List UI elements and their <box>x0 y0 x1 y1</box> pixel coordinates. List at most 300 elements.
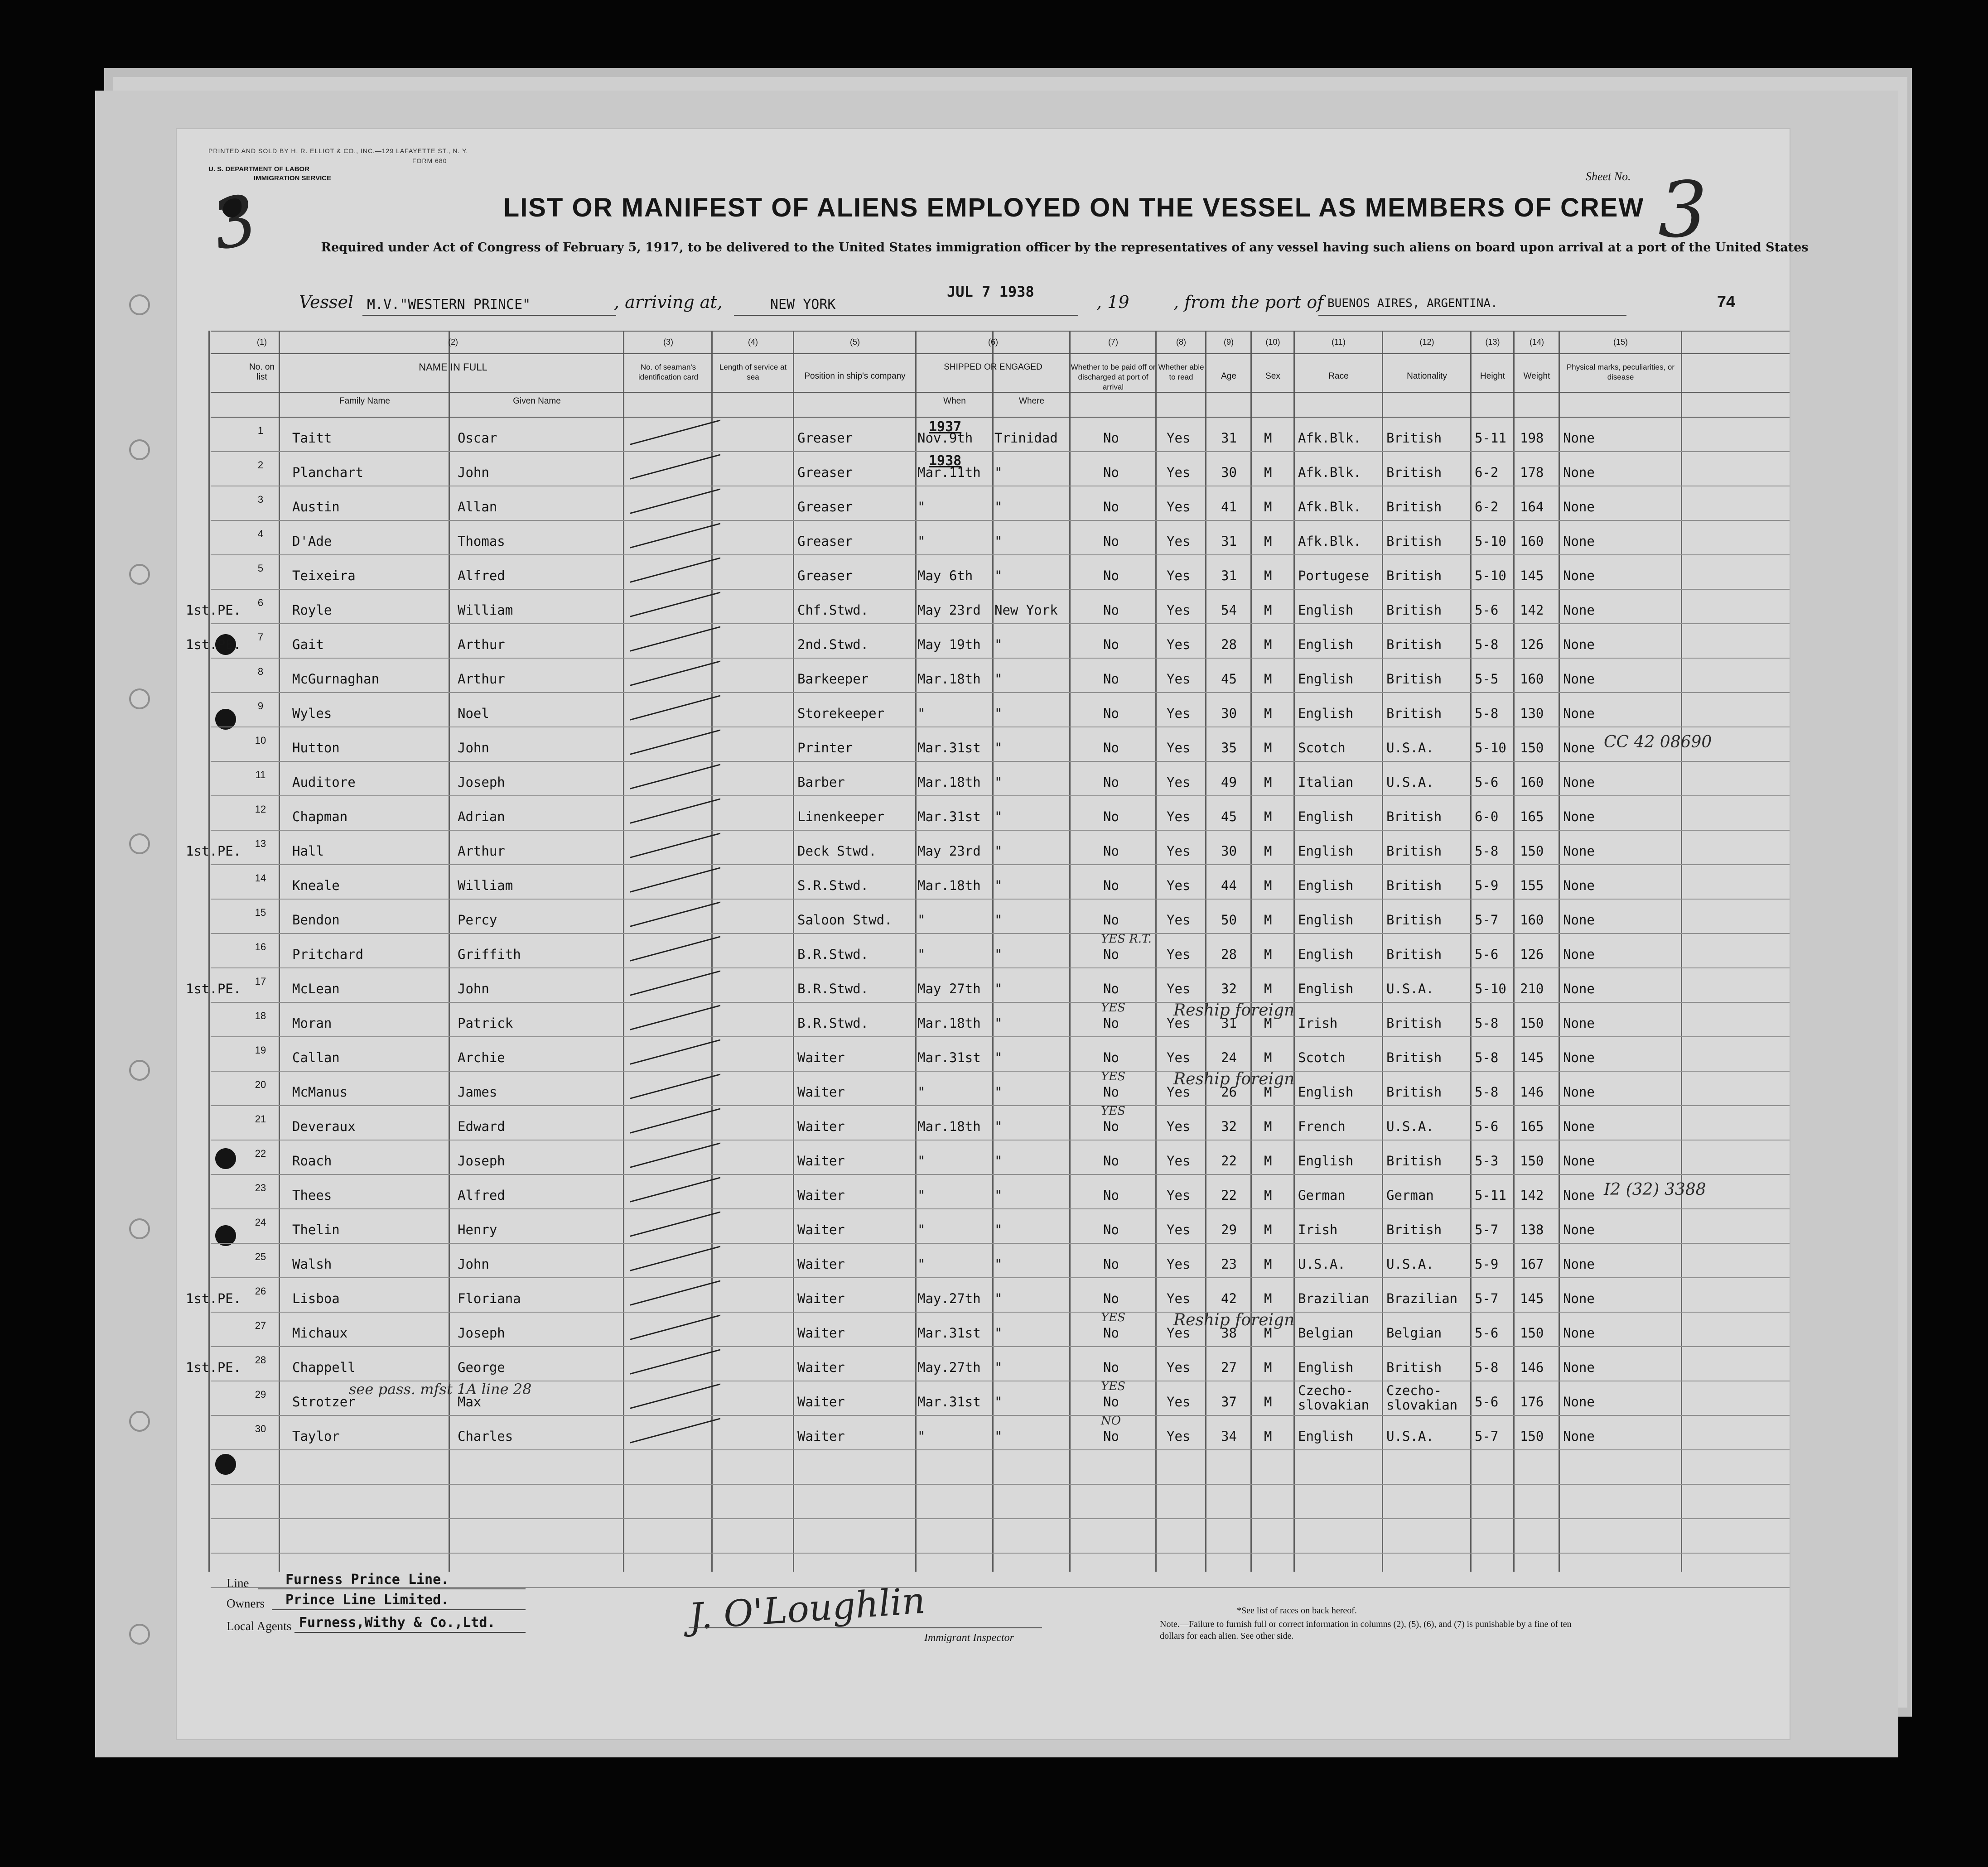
table-row <box>177 832 1790 866</box>
able-to-read: Yes <box>1167 947 1191 962</box>
family-name: Hall <box>292 843 324 859</box>
column-number: (6) <box>988 337 998 346</box>
row-number: 26 <box>255 1285 266 1297</box>
table-row <box>177 1311 1790 1348</box>
family-name: Thees <box>292 1188 332 1203</box>
paid-off: No <box>1103 1188 1119 1203</box>
shipped-when: " <box>917 499 926 515</box>
table-row <box>177 1070 1790 1107</box>
column-number: (15) <box>1613 337 1628 346</box>
position: Waiter <box>797 1222 845 1237</box>
weight: 165 <box>1520 809 1544 824</box>
given-name: John <box>458 740 489 755</box>
family-name: Deveraux <box>292 1119 356 1134</box>
binder-hole <box>129 688 150 709</box>
sex: M <box>1264 947 1272 962</box>
height: 5-6 <box>1475 602 1499 618</box>
given-name: Arthur <box>458 843 505 859</box>
position: Waiter <box>797 1325 845 1341</box>
given-name: Joseph <box>458 1153 505 1169</box>
given-name: Archie <box>458 1050 505 1065</box>
row-number: 17 <box>255 976 266 987</box>
physical-marks: None <box>1563 775 1595 790</box>
sex: M <box>1264 775 1272 790</box>
shipped-when: " <box>917 947 926 962</box>
weight: 178 <box>1520 465 1544 480</box>
race: English <box>1298 671 1354 687</box>
position: Waiter <box>797 1153 845 1169</box>
height: 5-6 <box>1475 1119 1499 1134</box>
shipped-when: " <box>917 1188 926 1203</box>
given-name: Patrick <box>458 1015 513 1031</box>
position: Linenkeeper <box>797 809 885 824</box>
able-to-read: Yes <box>1167 1153 1191 1169</box>
row-number: 10 <box>255 735 266 746</box>
height: 5-8 <box>1475 1050 1499 1065</box>
row-number: 21 <box>255 1113 266 1125</box>
physical-marks: None <box>1563 1153 1595 1169</box>
shipped-when: Mar.31st <box>917 1325 981 1341</box>
nationality: German <box>1386 1188 1434 1203</box>
physical-marks: None <box>1563 1394 1595 1410</box>
table-row <box>177 1279 1790 1314</box>
year-note-1937: 1937 <box>929 419 962 435</box>
position: Storekeeper <box>797 706 885 721</box>
age: 38 <box>1221 1325 1237 1341</box>
nationality: Czecho- slovakian <box>1386 1383 1458 1413</box>
able-to-read: Yes <box>1167 775 1191 790</box>
row-number: 20 <box>255 1079 266 1090</box>
shipped-where: " <box>994 1360 1003 1375</box>
height: 6-2 <box>1475 465 1499 480</box>
paid-off: No <box>1103 602 1119 618</box>
race: English <box>1298 981 1354 996</box>
weight: 160 <box>1520 671 1544 687</box>
col-head-race: Race <box>1328 371 1349 381</box>
able-to-read: Yes <box>1167 1015 1191 1031</box>
weight: 150 <box>1520 1153 1544 1169</box>
shipped-where: " <box>994 878 1003 893</box>
height: 5-9 <box>1475 1256 1499 1272</box>
paid-off: No <box>1103 706 1119 721</box>
row-number: 18 <box>255 1010 266 1021</box>
arrival-port: NEW YORK <box>770 297 836 313</box>
sex: M <box>1264 1050 1272 1065</box>
family-name: Wyles <box>292 706 332 721</box>
line-value: Furness Prince Line. <box>285 1572 449 1588</box>
able-to-read: Yes <box>1167 706 1191 721</box>
family-name: McGurnaghan <box>292 671 380 687</box>
col-head-nationality: Nationality <box>1407 371 1447 381</box>
sex: M <box>1264 740 1272 755</box>
position: Deck Stwd. <box>797 843 877 859</box>
col-head-height: Height <box>1480 371 1505 381</box>
weight: 160 <box>1520 775 1544 790</box>
paid-off: No <box>1103 878 1119 893</box>
column-number: (1) <box>257 337 267 346</box>
paid-off: No <box>1103 775 1119 790</box>
column-number: (13) <box>1485 337 1500 346</box>
nationality: British <box>1386 1222 1442 1237</box>
nationality: British <box>1386 912 1442 928</box>
from-label: , from the port of <box>1173 292 1324 312</box>
sex: M <box>1264 602 1272 618</box>
table-row <box>177 969 1790 1004</box>
nationality: U.S.A. <box>1386 1256 1434 1272</box>
race: English <box>1298 843 1354 859</box>
age: 32 <box>1221 981 1237 996</box>
paid-off: No <box>1103 981 1119 996</box>
shipped-when: May 27th <box>917 981 981 996</box>
weight: 150 <box>1520 740 1544 755</box>
physical-marks: None <box>1563 912 1595 928</box>
given-name: Henry <box>458 1222 497 1237</box>
height: 5-10 <box>1475 534 1506 549</box>
weight: 165 <box>1520 1119 1544 1134</box>
race: Irish <box>1298 1222 1338 1237</box>
race: English <box>1298 1084 1354 1100</box>
nationality: Belgian <box>1386 1325 1442 1341</box>
sex: M <box>1264 534 1272 549</box>
shipped-when: May 23rd <box>917 602 981 618</box>
able-to-read: Yes <box>1167 499 1191 515</box>
sex: M <box>1264 809 1272 824</box>
table-row <box>177 1001 1790 1038</box>
col-head-when: When <box>943 396 966 406</box>
age: 22 <box>1221 1153 1237 1169</box>
column-number: (11) <box>1332 337 1346 346</box>
given-name: Max <box>458 1394 482 1410</box>
shipped-where: " <box>994 740 1003 755</box>
paid-off: No <box>1103 1084 1119 1100</box>
shipped-where: " <box>994 809 1003 824</box>
paid-off: No <box>1103 1222 1119 1237</box>
col-head-physical: Physical marks, peculiarities, or disease <box>1566 363 1675 381</box>
sex: M <box>1264 430 1272 446</box>
family-name: Taitt <box>292 430 332 446</box>
sex: M <box>1264 706 1272 721</box>
position: Waiter <box>797 1084 845 1100</box>
race: English <box>1298 637 1354 652</box>
able-to-read: Yes <box>1167 1222 1191 1237</box>
table-row <box>177 1038 1790 1073</box>
age: 32 <box>1221 1119 1237 1134</box>
race: Portugese <box>1298 568 1370 583</box>
nationality: British <box>1386 1050 1442 1065</box>
weight: 150 <box>1520 1015 1544 1031</box>
height: 5-8 <box>1475 1084 1499 1100</box>
sex: M <box>1264 1015 1272 1031</box>
row-number: 2 <box>257 459 264 471</box>
able-to-read: Yes <box>1167 1119 1191 1134</box>
family-name: Hutton <box>292 740 340 755</box>
physical-marks: None <box>1563 430 1595 446</box>
shipped-where: " <box>994 465 1003 480</box>
shipped-where: " <box>994 1394 1003 1410</box>
year-note-1938: 1938 <box>929 453 962 469</box>
table-row <box>177 1382 1790 1417</box>
position: Waiter <box>797 1429 845 1444</box>
paid-off-correction: NO <box>1101 1414 1121 1428</box>
column-number: (10) <box>1265 337 1280 346</box>
physical-marks: None <box>1563 740 1595 755</box>
agents-value: Furness,Withy & Co.,Ltd. <box>299 1615 496 1631</box>
family-name: Chapman <box>292 809 348 824</box>
row-number: 3 <box>257 494 264 505</box>
table-row <box>177 1104 1790 1141</box>
race: Italian <box>1298 775 1354 790</box>
paid-off: No <box>1103 843 1119 859</box>
race: Czecho- slovakian <box>1298 1383 1370 1413</box>
race: French <box>1298 1119 1346 1134</box>
family-name: Roach <box>292 1153 332 1169</box>
shipped-when: Mar.31st <box>917 1050 981 1065</box>
position: B.R.Stwd. <box>797 981 869 996</box>
position: Greaser <box>797 568 853 583</box>
able-to-read: Yes <box>1167 534 1191 549</box>
age: 41 <box>1221 499 1237 515</box>
given-name: Griffith <box>458 947 521 962</box>
row-number: 30 <box>255 1423 266 1434</box>
age: 30 <box>1221 465 1237 480</box>
family-name: Strotzer <box>292 1394 356 1410</box>
position: Waiter <box>797 1256 845 1272</box>
weight: 145 <box>1520 1050 1544 1065</box>
race: Afk.Blk. <box>1298 499 1361 515</box>
position: Greaser <box>797 499 853 515</box>
weight: 146 <box>1520 1084 1544 1100</box>
shipped-when: Mar.18th <box>917 878 981 893</box>
weight: 145 <box>1520 568 1544 583</box>
given-name: Alfred <box>458 568 505 583</box>
physical-marks: None <box>1563 981 1595 996</box>
sex: M <box>1264 1222 1272 1237</box>
able-to-read: Yes <box>1167 1360 1191 1375</box>
able-to-read: Yes <box>1167 568 1191 583</box>
nationality: British <box>1386 499 1442 515</box>
height: 5-7 <box>1475 1291 1499 1306</box>
physical-marks: None <box>1563 1325 1595 1341</box>
race: English <box>1298 1153 1354 1169</box>
race: Afk.Blk. <box>1298 534 1361 549</box>
nationality: British <box>1386 1015 1442 1031</box>
paid-off-correction: YES <box>1101 1311 1125 1324</box>
able-to-read: Yes <box>1167 602 1191 618</box>
nationality: Brazilian <box>1386 1291 1458 1306</box>
weight: 164 <box>1520 499 1544 515</box>
position: Waiter <box>797 1291 845 1306</box>
shipped-when: May.27th <box>917 1360 981 1375</box>
row-number: 16 <box>255 941 266 953</box>
sex: M <box>1264 1119 1272 1134</box>
position: 2nd.Stwd. <box>797 637 869 652</box>
binder-hole <box>129 1060 150 1081</box>
shipped-when: " <box>917 1256 926 1272</box>
height: 6-0 <box>1475 809 1499 824</box>
header-rule <box>211 392 1790 393</box>
physical-marks: None <box>1563 465 1595 480</box>
race: Belgian <box>1298 1325 1354 1341</box>
race: English <box>1298 706 1354 721</box>
crew-table <box>177 326 1790 1676</box>
nationality: British <box>1386 1084 1442 1100</box>
nationality: U.S.A. <box>1386 740 1434 755</box>
table-row <box>177 1210 1790 1245</box>
weight: 160 <box>1520 912 1544 928</box>
weight: 126 <box>1520 637 1544 652</box>
shipped-where: " <box>994 775 1003 790</box>
given-name: Noel <box>458 706 489 721</box>
paid-off: No <box>1103 1015 1119 1031</box>
family-name: Bendon <box>292 912 340 928</box>
family-name: Pritchard <box>292 947 364 962</box>
row-prefix-note: 1st.PE. <box>186 1360 241 1375</box>
weight: 145 <box>1520 1291 1544 1306</box>
agents-label: Local Agents <box>227 1619 292 1633</box>
sex: M <box>1264 671 1272 687</box>
physical-marks: None <box>1563 809 1595 824</box>
position: Waiter <box>797 1050 845 1065</box>
shipped-where: " <box>994 912 1003 928</box>
age: 24 <box>1221 1050 1237 1065</box>
weight: 142 <box>1520 1188 1544 1203</box>
document-title: LIST OR MANIFEST OF ALIENS EMPLOYED ON THE VESSEL AS MEMBERS OF CREW <box>503 193 1645 222</box>
given-name: Adrian <box>458 809 505 824</box>
nationality: U.S.A. <box>1386 775 1434 790</box>
inspector-signature: J. O'Loughlin <box>687 1579 927 1638</box>
height: 5-11 <box>1475 430 1506 446</box>
row-number: 28 <box>255 1354 266 1366</box>
shipped-when: May 6th <box>917 568 973 583</box>
nationality: British <box>1386 706 1442 721</box>
col-head-sex: Sex <box>1265 371 1280 381</box>
sex: M <box>1264 1429 1272 1444</box>
physical-marks: None <box>1563 534 1595 549</box>
age: 45 <box>1221 671 1237 687</box>
given-name: John <box>458 981 489 996</box>
paid-off: No <box>1103 1050 1119 1065</box>
weight: 150 <box>1520 843 1544 859</box>
shipped-where: " <box>994 947 1003 962</box>
column-number: (14) <box>1529 337 1544 346</box>
weight: 155 <box>1520 878 1544 893</box>
age: 28 <box>1221 637 1237 652</box>
family-name: Walsh <box>292 1256 332 1272</box>
nationality: British <box>1386 637 1442 652</box>
shipped-when: Mar.31st <box>917 1394 981 1410</box>
shipped-when: " <box>917 706 926 721</box>
sex: M <box>1264 1325 1272 1341</box>
row-prefix-note: 1st.PE. <box>186 843 241 859</box>
given-name: Charles <box>458 1429 513 1444</box>
shipped-where: New York <box>994 602 1058 618</box>
weight: 130 <box>1520 706 1544 721</box>
position: Barkeeper <box>797 671 869 687</box>
given-name: John <box>458 1256 489 1272</box>
race: English <box>1298 947 1354 962</box>
physical-marks: None <box>1563 1084 1595 1100</box>
race: Scotch <box>1298 1050 1346 1065</box>
shipped-when: Mar.18th <box>917 1119 981 1134</box>
col-head-id-card: No. of seaman's identification card <box>638 363 699 381</box>
form-number: FORM 680 <box>412 157 447 164</box>
height: 5-10 <box>1475 740 1506 755</box>
col-head-no: No. on list <box>249 362 275 382</box>
shipped-where: " <box>994 568 1003 583</box>
weight: 167 <box>1520 1256 1544 1272</box>
sex: M <box>1264 843 1272 859</box>
family-name: Austin <box>292 499 340 515</box>
row-prefix-note: 1st.PE. <box>186 1291 241 1306</box>
paid-off: No <box>1103 1256 1119 1272</box>
shipped-when: Mar.11th <box>917 465 981 480</box>
able-to-read: Yes <box>1167 912 1191 928</box>
shipped-where: " <box>994 671 1003 687</box>
sex: M <box>1264 1153 1272 1169</box>
handwritten-annotation: Reship foreign <box>1173 1001 1295 1020</box>
age: 31 <box>1221 430 1237 446</box>
table-row <box>177 522 1790 556</box>
col-head-family: Family Name <box>339 396 390 406</box>
given-name: Thomas <box>458 534 505 549</box>
shipped-where: " <box>994 534 1003 549</box>
year-label: , 19 <box>1096 292 1129 312</box>
shipped-where: " <box>994 1256 1003 1272</box>
paid-off: No <box>1103 637 1119 652</box>
paid-off: No <box>1103 465 1119 480</box>
column-number: (9) <box>1224 337 1234 346</box>
age: 23 <box>1221 1256 1237 1272</box>
table-row <box>177 591 1790 625</box>
race: English <box>1298 912 1354 928</box>
weight: 150 <box>1520 1325 1544 1341</box>
shipped-when: Mar.31st <box>917 809 981 824</box>
race: Afk.Blk. <box>1298 465 1361 480</box>
paid-off: No <box>1103 499 1119 515</box>
row-prefix-note: 1st.PE. <box>186 637 241 652</box>
col-head-given: Given Name <box>513 396 561 406</box>
race: English <box>1298 809 1354 824</box>
position: Waiter <box>797 1188 845 1203</box>
physical-marks: None <box>1563 1429 1595 1444</box>
race: U.S.A. <box>1298 1256 1346 1272</box>
race: Irish <box>1298 1015 1338 1031</box>
row-rule <box>211 1518 1790 1519</box>
sex: M <box>1264 912 1272 928</box>
shipped-when: " <box>917 912 926 928</box>
nationality: U.S.A. <box>1386 981 1434 996</box>
handwritten-sheet-mark: 3 <box>205 179 264 266</box>
weight: 142 <box>1520 602 1544 618</box>
races-note: *See list of races on back hereof. <box>1237 1606 1357 1616</box>
nationality: British <box>1386 430 1442 446</box>
family-name: D'Ade <box>292 534 332 549</box>
given-name: George <box>458 1360 505 1375</box>
height: 5-3 <box>1475 1153 1499 1169</box>
shipped-when: Mar.18th <box>917 671 981 687</box>
given-name: William <box>458 878 513 893</box>
family-name: Gait <box>292 637 324 652</box>
family-name: Chappell <box>292 1360 356 1375</box>
sex: M <box>1264 1084 1272 1100</box>
age: 31 <box>1221 534 1237 549</box>
column-number: (2) <box>448 337 458 346</box>
height: 6-2 <box>1475 499 1499 515</box>
given-name: Edward <box>458 1119 505 1134</box>
row-number: 12 <box>255 804 266 815</box>
weight: 176 <box>1520 1394 1544 1410</box>
shipped-when: " <box>917 1084 926 1100</box>
